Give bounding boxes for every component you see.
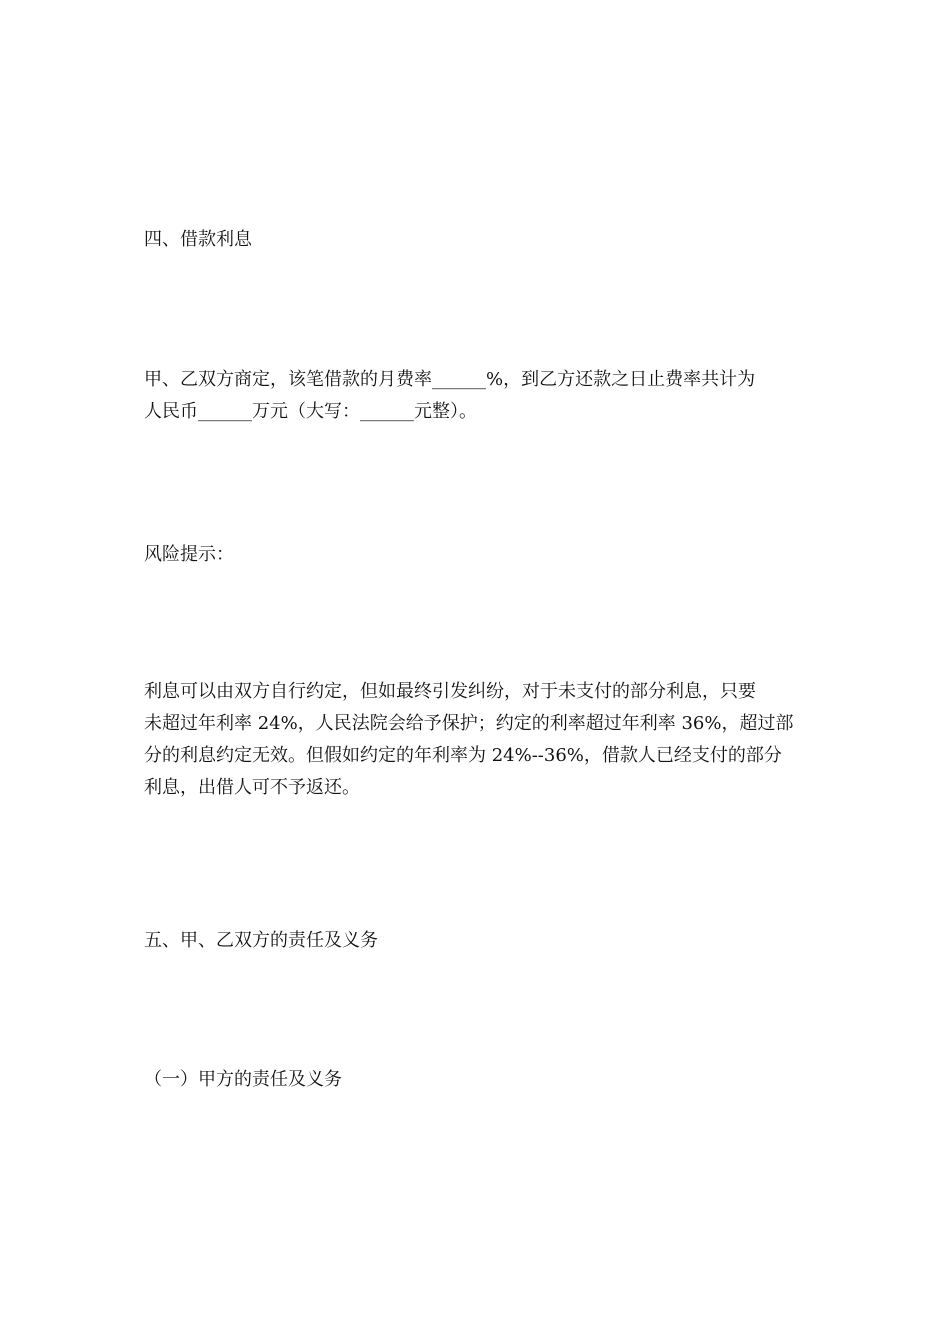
- risk-label: 风险提示：: [144, 544, 234, 565]
- interest-line-2: 人民币______万元（大写：______元整）。: [144, 401, 477, 422]
- risk-line-2: 未超过年利率 24%，人民法院会给予保护；约定的利率超过年利率 36%，超过部: [144, 713, 794, 734]
- subsection-1-heading: （一）甲方的责任及义务: [144, 1069, 342, 1090]
- risk-line-1: 利息可以由双方自行约定，但如最终引发纠纷，对于未支付的部分利息，只要: [144, 681, 756, 702]
- risk-paragraph: [144, 676, 808, 804]
- section-4-heading: 四、借款利息: [144, 229, 252, 250]
- section-5-heading: 五、甲、乙双方的责任及义务: [144, 930, 378, 951]
- risk-line-3: 分的利息约定无效。但假如约定的年利率为 24%--36%，借款人已经支付的部分: [144, 745, 782, 766]
- risk-line-4: 利息，出借人可不予返还。: [144, 777, 360, 798]
- interest-paragraph: [144, 364, 808, 428]
- interest-line-1: 甲、乙双方商定，该笔借款的月费率______%，到乙方还款之日止费率共计为: [144, 369, 756, 390]
